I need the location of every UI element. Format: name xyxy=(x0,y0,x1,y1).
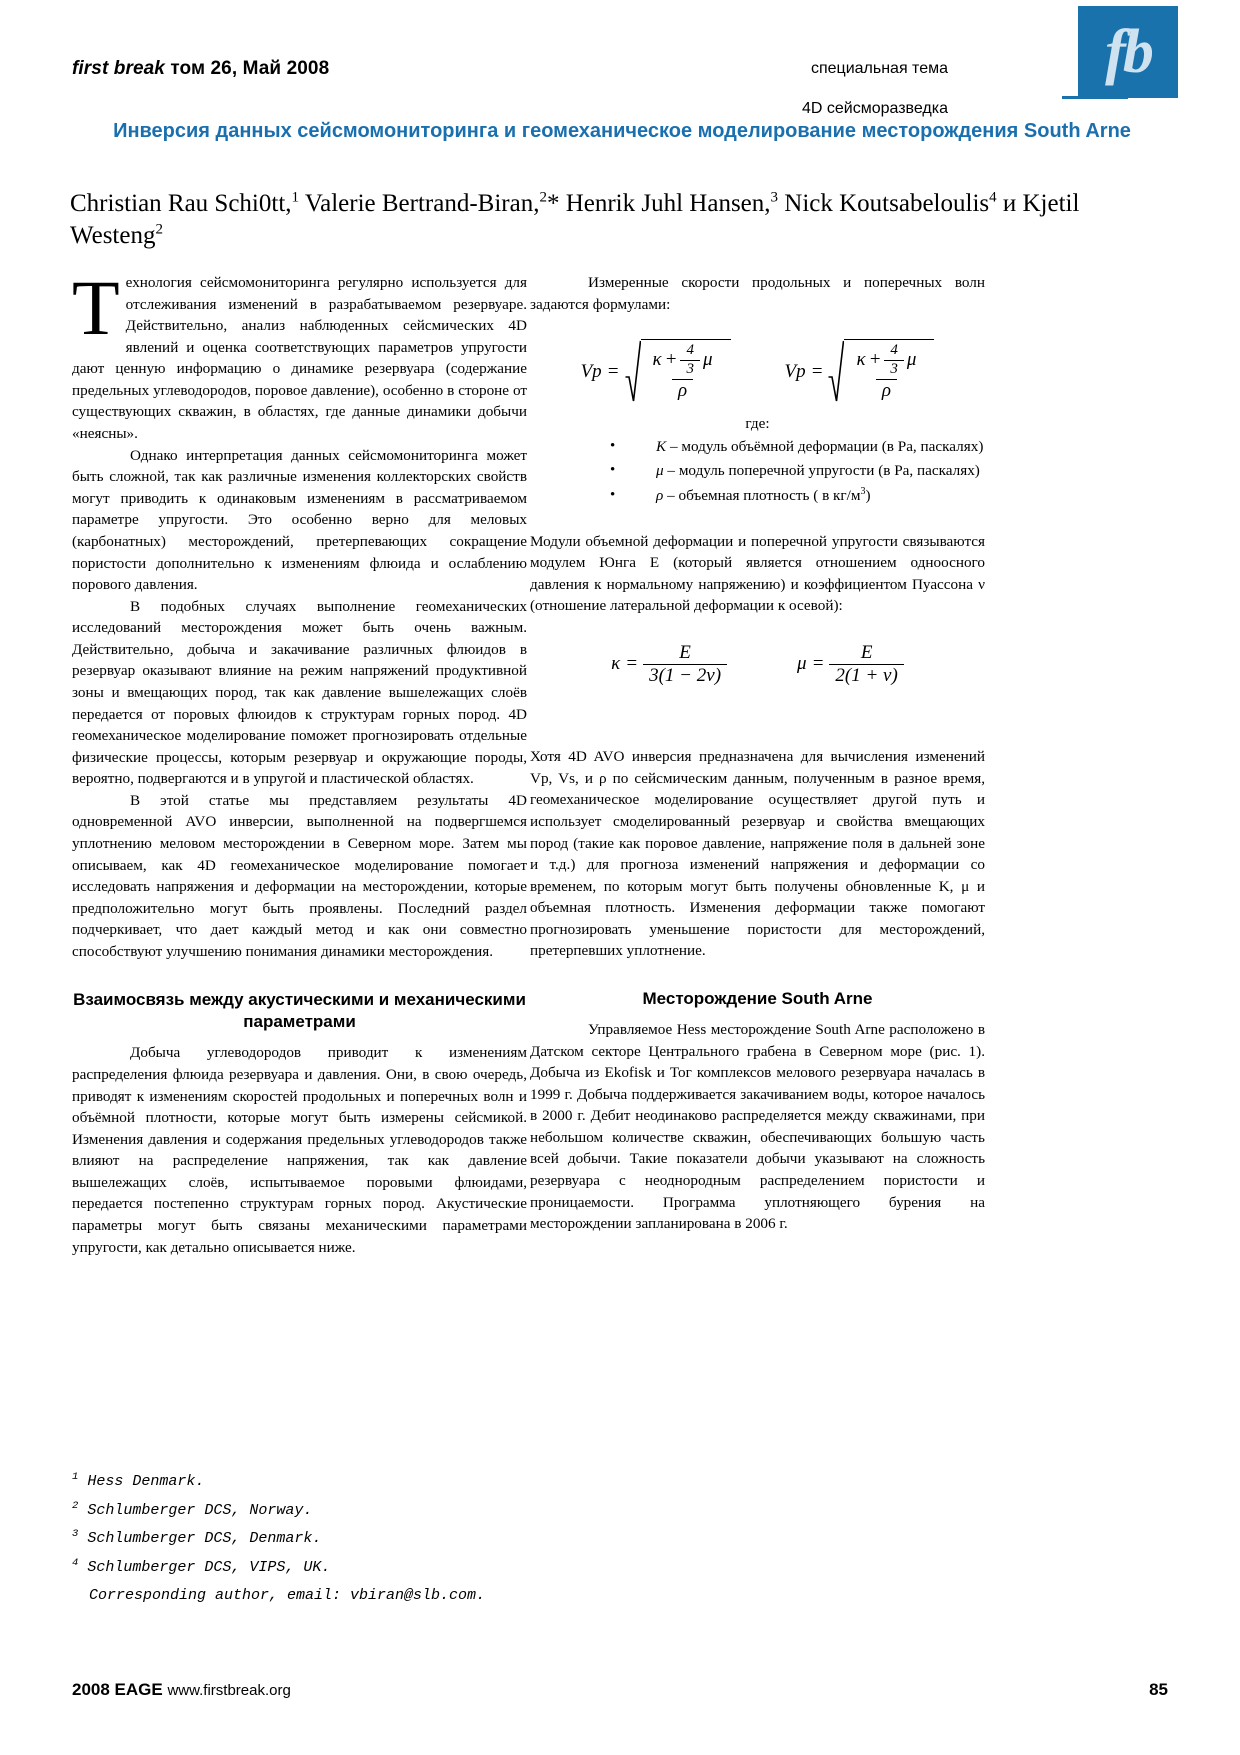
list-item xyxy=(610,435,985,460)
eq2-lhs: Vp xyxy=(784,360,806,382)
list-item xyxy=(610,484,985,509)
footnote-3 xyxy=(72,1525,592,1554)
fraction-1 xyxy=(647,343,719,401)
author-5-affiliation-marker: 2 xyxy=(155,221,163,238)
eq3-lhs: κ xyxy=(611,653,621,675)
eq4-equals: = xyxy=(811,653,825,675)
sub-topic-label: 4D сейсморазведка xyxy=(801,100,948,117)
paragraph-3: В подобных случаях выполнение геомеханических исследований месторождения может быть очень важным. Действительно, добыча и закачивание различных флюидов в резервуар оказывают влияние на режим напряжений продуктивной зоны и вмещающих пород, так как давление вышележащих слоёв передается от поровых флюидов к структурам горных пород. 4D геомеханическое моделирование поможет прогнозировать отдельные физические процессы, которым резервуар и окружающие породы, вероятно, подвергаются и в упругой и пластической областях. xyxy=(72,597,527,788)
eq2-plus: + xyxy=(868,349,882,371)
author-1: Christian Rau Schi0tt, xyxy=(70,190,292,217)
footer-divider xyxy=(72,1650,1168,1651)
eq1-mu: μ xyxy=(702,349,713,371)
journal-masthead xyxy=(72,58,329,80)
footnote-2-text: Schlumberger DCS, Norway. xyxy=(87,1501,313,1519)
footer-left xyxy=(72,1680,291,1700)
eq1-lhs: Vp xyxy=(580,360,602,382)
four-thirds-den-1: 3 xyxy=(680,360,700,378)
drop-cap: Т xyxy=(72,264,120,351)
eq2-kappa: κ xyxy=(856,349,866,371)
author-2: Valerie Bertrand-Biran, xyxy=(299,190,540,217)
symbol-mu: μ xyxy=(656,462,664,480)
symbol-rho: ρ xyxy=(656,487,664,505)
radical-sign-icon xyxy=(828,339,844,405)
radical-1 xyxy=(625,339,731,405)
intro-paragraph-text: ехнология сейсмомониторинга регулярно используется для отслеживания изменений в разрабатываемом резервуаре. Действительно, анализ наблюденных сейсмических 4D явлений и оценка соответствующих параметров упругости дают ценную информацию о динамике резервуара (содержание предельных углеводородов, поровое давление), особенно в стороне от существующих скважин, в областях, где данные динамики добычи «неясны». xyxy=(72,274,527,443)
paragraph-4: В этой статье мы представляем результаты 4D одновременной AVO инверсии, выполненной на подвергшемся уплотнению меловом месторождении в Северном море. Затем мы описываем, как 4D геомеханическое моделирование помогает исследовать напряжения и деформации на месторождении, которые предположительно могут быть проявлены. Последний раздел подчеркивает, что дает каждый метод и как они совместно способствуют улучшению понимания динамики месторождения. xyxy=(72,791,527,960)
eq4-numerator: E xyxy=(860,641,873,663)
fraction-2-numerator xyxy=(850,343,922,379)
def-2-dash: – xyxy=(663,487,679,505)
journal-issue: том 26, Май 2008 xyxy=(164,58,330,79)
equation-vp-1 xyxy=(581,339,731,405)
equation-block-moduli xyxy=(530,643,985,686)
page-title: Инверсия данных сейсмомониторинга и геомеханическое моделирование месторождения South Arne xyxy=(113,120,1131,142)
symbol-K: K xyxy=(656,437,667,455)
page-number: 85 xyxy=(1149,1680,1168,1699)
eq1-kappa: κ xyxy=(652,349,662,371)
symbol-definition-list xyxy=(530,435,985,509)
author-5: и Kjetil Westeng xyxy=(70,190,1080,249)
equation-vp-2 xyxy=(785,339,935,405)
list-item xyxy=(610,459,985,484)
footnote-4 xyxy=(72,1554,592,1583)
fraction-four-thirds-2 xyxy=(884,343,904,378)
fraction-2-denominator: ρ xyxy=(876,379,897,401)
eq4-denominator: 2(1 + ν) xyxy=(829,664,903,686)
section-heading-south-arne: Месторождение South Arne xyxy=(642,989,873,1009)
eq3-numerator: E xyxy=(679,641,691,663)
eq3-denominator: 3(1 − 2ν) xyxy=(643,664,727,686)
def-1-text: модуль поперечной упругости (в Ра, паскалях) xyxy=(678,462,980,480)
footnote-1-marker: 1 xyxy=(72,1471,79,1483)
corresponding-star: * xyxy=(546,190,560,217)
where-label: где: xyxy=(745,415,770,433)
four-thirds-num-2: 4 xyxy=(890,342,898,359)
def-1-dash: – xyxy=(663,462,679,480)
author-3: Henrik Juhl Hansen, xyxy=(559,190,771,217)
eq2-equals: = xyxy=(810,360,824,382)
section-heading-acoustic-mechanical: Взаимосвязь между акустическими и механическими параметрами xyxy=(73,989,526,1032)
fraction-1-denominator: ρ xyxy=(672,379,693,401)
footnote-4-text: Schlumberger DCS, VIPS, UK. xyxy=(87,1558,331,1576)
footnotes xyxy=(72,1468,592,1611)
right-paragraph-3: Хотя 4D AVO инверсия предназначена для вычисления изменений Vp, Vs, и ρ по сейсмическим данным, полученным в разное время, геомеханическое моделирование осуществляет другой путь и использует смоделированный резервуар и свойства вмещающих пород (такие как поровое давление, напряжение поля в дальней зоне и т.д.) для прогноза изменений напряжения и деформации со временем, по которым могут быть получены обновленные K, μ и объемная плотность. Изменения деформации также помогают прогнозировать уменьшение пористости для месторождений, претерпевших уплотнение. xyxy=(530,748,985,960)
journal-name: first break xyxy=(72,58,165,79)
corresponding-author-note: Corresponding author, email: vbiran@slb.com. xyxy=(89,1587,486,1604)
fraction-2 xyxy=(850,343,922,401)
def-2-exponent: 3 xyxy=(860,485,866,497)
def-0-dash: – xyxy=(666,437,682,455)
author-3-affiliation-marker: 3 xyxy=(770,189,779,206)
footnote-4-marker: 4 xyxy=(72,1556,79,1569)
radical-body-2 xyxy=(844,339,934,405)
def-0-text: модуль объёмной деформации (в Ра, паскалях) xyxy=(681,437,984,455)
paragraph-2: Однако интерпретация данных сейсмомониторинга может быть сложной, так как различные изменения коллекторских свойств могут приводить к одинаковым изменениям в рассматриваемом параметре упругости. Это особенно верно для меловых (карбонатных) месторождений, претерпевающих сокращение пористости дополнительно к изменениям флюида и ослаблению порового давления. xyxy=(72,446,527,594)
right-paragraph-4: Управляемое Hess месторождение South Arne расположено в Датском секторе Центрального грабена в Северном море (рис. 1). Добыча из Ekofisk и Тог комплексов мелового резервуара началась в 1999 г. Добыча поддерживается закачиванием воды, которое началось в 2000 г. Дебит неодинаково распределяется между скважинами, при небольшом количестве скважин, обеспечивающих большую часть всей добычи. Такие показатели добычи указывают на сложность резервуара с неоднородным распределением пористости и проницаемости. Программа уплотняющего бурения на месторождении запланирована в 2006 г. xyxy=(530,1020,985,1233)
masthead xyxy=(72,18,1180,118)
author-1-affiliation-marker: 1 xyxy=(291,189,300,206)
radical-2 xyxy=(828,339,934,405)
footnote-1-text: Hess Denmark. xyxy=(87,1473,205,1490)
eq1-equals: = xyxy=(606,360,620,382)
fraction-four-thirds-1 xyxy=(680,343,700,378)
footnote-2 xyxy=(72,1497,592,1526)
footnote-1 xyxy=(72,1468,592,1497)
author-4-affiliation-marker: 4 xyxy=(989,189,997,206)
author-4: Nick Koutsabeloulis xyxy=(778,190,990,217)
def-2-tail: ) xyxy=(865,487,871,505)
copyright-text: 2008 EAGE xyxy=(72,1680,168,1699)
right-column xyxy=(530,272,985,1235)
four-thirds-den-2: 3 xyxy=(884,360,904,378)
eq1-plus: + xyxy=(664,349,678,371)
paragraph-5: Добыча углеводородов приводит к изменениям распределения флюида резервуара и давления. Они, в свою очередь, приводят к изменениям скоростей продольных и поперечных волн и объёмной плотности, которые могут быть измерены сейсмикой. Изменения давления и содержания предельных углеводородов также влияют на распределение напряжения, так как давление вышележащих слоёв, испытываемое поровыми флюидами, передается постепенно структурам горных пород. Акустические параметры могут быть связаны механическими параметрами упругости, как детально описывается ниже. xyxy=(72,1044,527,1256)
left-column xyxy=(72,264,527,1258)
equation-mu xyxy=(797,643,904,686)
right-paragraph-1: Измеренные скорости продольных и поперечных волн задаются формулами: xyxy=(530,274,985,313)
author-list xyxy=(70,188,1120,252)
author-2-affiliation-marker: 2 xyxy=(539,189,547,206)
eq4-lhs: μ xyxy=(797,653,807,675)
right-paragraph-2: Модули объемной деформации и поперечной упругости связываются модулем Юнга Е (который является отношением одноосного давления к нормальному напряжению) и коэффициентом Пуассона ν (отношение латеральной деформации к осевой): xyxy=(530,532,985,615)
four-thirds-num-1: 4 xyxy=(686,342,694,359)
radical-body-1 xyxy=(641,339,731,405)
spacer xyxy=(530,509,985,531)
page-footer xyxy=(72,1680,1168,1700)
radical-sign-icon xyxy=(625,339,641,405)
intro-paragraph xyxy=(72,264,527,445)
def-2-text: объемная плотность ( в кг/м xyxy=(678,487,861,505)
eq3-equals: = xyxy=(625,653,639,675)
spacer xyxy=(530,712,985,746)
eq2-mu: μ xyxy=(906,349,917,371)
equation-block-velocities xyxy=(530,339,985,405)
footer-website-link[interactable]: www.firstbreak.org xyxy=(167,1682,291,1699)
footnote-3-marker: 3 xyxy=(72,1528,79,1540)
footnote-3-text: Schlumberger DCS, Denmark. xyxy=(87,1530,322,1547)
fraction-4 xyxy=(829,643,903,686)
logo-text: fb xyxy=(1105,18,1151,86)
fraction-3 xyxy=(643,643,727,686)
equation-kappa xyxy=(611,643,727,686)
first-break-logo xyxy=(1078,6,1180,108)
special-topic-label: специальная тема xyxy=(810,60,948,77)
fraction-1-numerator xyxy=(647,343,719,379)
footnote-2-marker: 2 xyxy=(72,1499,79,1512)
